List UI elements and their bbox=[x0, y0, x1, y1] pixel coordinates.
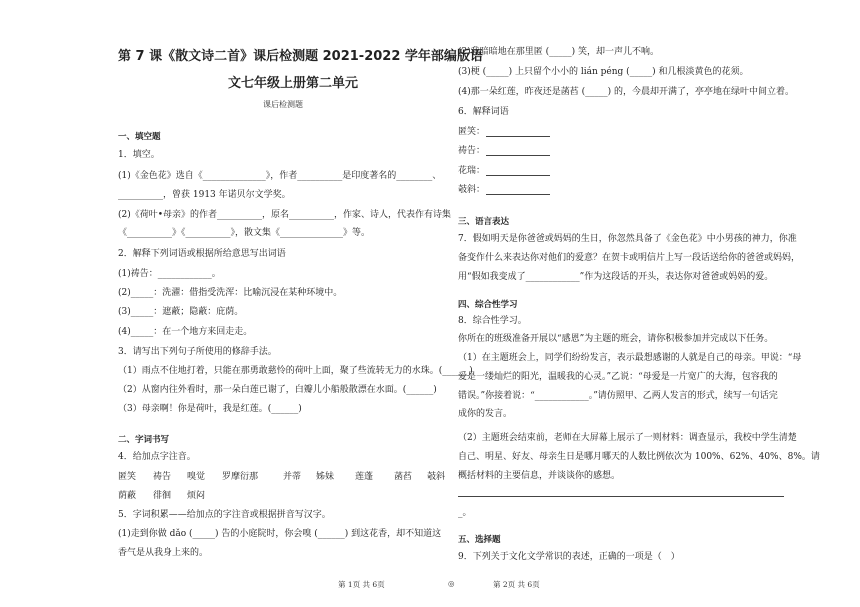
answer-line bbox=[486, 155, 550, 156]
answer-line bbox=[486, 136, 550, 137]
q4-word: 荫蔽 bbox=[118, 491, 137, 501]
q1-part1-line2: __________，曾获 1913 年诺贝尔文学奖。 bbox=[118, 190, 291, 200]
q5-item4: (4)那一朵红莲，昨夜还是菡萏 (_____) 的，今晨却开满了，亭亭地在绿叶中间立着。 bbox=[458, 87, 794, 97]
q2-item3: (3)_____：遮蔽；隐蔽：庇荫。 bbox=[118, 307, 244, 317]
q1-part1-line1: (1)《金色花》选自《______________》，作者__________是印度著名的________、 bbox=[118, 171, 442, 181]
q4-word: 并蒂 bbox=[283, 472, 302, 482]
q4-word: 嗅觉 bbox=[187, 472, 206, 482]
q3-item2: （2）从窗内往外看时，那一朵白莲已谢了，白瓣儿小船般散漂在水面。(______) bbox=[118, 385, 437, 395]
q2-item4: (4)_____：在一个地方来回走走。 bbox=[118, 327, 253, 337]
q2-item1: (1)祷告：____________。 bbox=[118, 269, 221, 279]
q5-item3: (3)梗 (_____) 上只留个小小的 lián péng (_____) 和几根淡黄色的花须。 bbox=[458, 67, 749, 77]
answer-line-long bbox=[458, 496, 784, 497]
q4-word: 徘徊 bbox=[153, 491, 172, 501]
answer-line bbox=[486, 175, 550, 176]
q8-part2-line2: 自己、明星、好友、母亲生日是哪月哪天的人数比例依次为 100%、62%、40%、8%。请 bbox=[458, 452, 820, 462]
q4-word: 菡萏 bbox=[394, 472, 413, 482]
section-heading-fill: 一、填空题 bbox=[118, 132, 161, 142]
section-heading-comprehensive: 四、综合性学习 bbox=[458, 300, 518, 310]
q3-item1: （1）雨点不住地打着，只能在那勇敢慈怜的荷叶上面，聚了些流转无力的水珠。(______) bbox=[118, 366, 473, 376]
footer-page1: 第 1页 共 6页 bbox=[338, 580, 385, 589]
section-heading-words: 二、字词书写 bbox=[118, 435, 170, 445]
q4-word: 罗摩衍那 bbox=[222, 472, 259, 482]
q4-word: 匿笑 bbox=[118, 472, 137, 482]
q1-part2-line1: (2)《荷叶•母亲》的作者__________，原名__________，作家、诗人，代表作有诗集 bbox=[118, 210, 452, 220]
q8-intro: 你所在的班级准备开展以“感恩”为主题的班会，请你积极参加并完成以下任务。 bbox=[458, 334, 774, 344]
section-heading-expression: 三、语言表达 bbox=[458, 217, 510, 227]
q3-stem: 3．请写出下列句子所使用的修辞手法。 bbox=[118, 347, 277, 357]
q8-part1-line4: 成你的发言。 bbox=[458, 409, 513, 419]
answer-line bbox=[486, 194, 550, 195]
q7-line2: 备变作什么来表达你对他们的爱意？在贺卡或明信片上写一段话送给你的爸爸或妈妈， bbox=[458, 253, 801, 263]
q6-item: 攲斜： bbox=[458, 185, 486, 195]
q4-stem: 4．给加点字注音。 bbox=[118, 452, 196, 462]
q8-end-mark: _。 bbox=[458, 508, 472, 518]
q8-part1-line1: （1）在主题班会上，同学们纷纷发言，表示最想感谢的人就是自己的母亲。甲说：“母 bbox=[458, 353, 802, 363]
q1-part2-line2: 《__________》《__________》，散文集《______________》等。 bbox=[118, 228, 371, 238]
footer-page2: 第 2页 共 6页 bbox=[493, 580, 540, 589]
q3-item3: （3）母亲啊！你是荷叶，我是红莲。(______) bbox=[118, 404, 302, 414]
q8-part2-line1: （2）主题班会结束前，老师在大屏幕上展示了一则材料：调查显示，我校中学生清楚 bbox=[458, 433, 797, 443]
q6-item: 匿笑： bbox=[458, 127, 486, 137]
q6-item: 花瑞： bbox=[458, 166, 486, 176]
q7-line3: 用“假如我变成了____________”作为这段话的开头，表达你对爸爸或妈妈的爱。 bbox=[458, 272, 774, 282]
q5-item1-line1: (1)走到你做 dǎo (_____) 告的小庭院时，你会嗅 (______) 到这花香，却不知道这 bbox=[118, 529, 442, 539]
q4-word: 烦闷 bbox=[187, 491, 206, 501]
section-heading-choice: 五、选择题 bbox=[458, 535, 501, 545]
doc-title-line2: 文七年级上册第二单元 bbox=[228, 76, 359, 91]
q8-part1-line2: 爱是一缕灿烂的阳光，温暖我的心灵。”乙说：“母爱是一片宽广的大海，包容我的 bbox=[458, 372, 778, 382]
q8-part1-line3: 错误。”你接着说：“____________。”请仿照甲、乙两人发言的形式，续写一句话完 bbox=[458, 391, 778, 401]
q4-word: 祷告 bbox=[153, 472, 172, 482]
q9-stem: 9．下列关于文化文学常识的表述，正确的一项是（ ） bbox=[458, 552, 680, 562]
q4-word: 姊妹 bbox=[316, 472, 335, 482]
q5-item2: (2)我暗暗地在那里匿 (_____) 笑，却一声儿不响。 bbox=[458, 47, 659, 57]
q4-word: 莲蓬 bbox=[355, 472, 374, 482]
doc-subtitle: 课后检测题 bbox=[263, 100, 303, 109]
q2-stem: 2．解释下列词语或根据所给意思写出词语 bbox=[118, 249, 286, 259]
q8-stem: 8．综合性学习。 bbox=[458, 316, 527, 326]
q6-item: 祷告： bbox=[458, 146, 486, 156]
q7-line1: 7．假如明天是你爸爸或妈妈的生日，你忽然具备了《金色花》中小男孩的神力，你准 bbox=[458, 234, 797, 244]
q8-part2-line3: 概括材料的主要信息，并谈谈你的感想。 bbox=[458, 471, 621, 481]
q5-stem: 5．字词积累——给加点的字注音或根据拼音写汉字。 bbox=[118, 510, 331, 520]
q5-item1-line2: 香气是从我身上来的。 bbox=[118, 548, 209, 558]
q2-item2: (2)_____：洗濯：借指受洗浑：比喻沉浸在某种环境中。 bbox=[118, 288, 343, 298]
doc-title-line1: 第 7 课《散文诗二首》课后检测题 2021-2022 学年部编版语 bbox=[118, 49, 483, 64]
q4-word: 攲斜 bbox=[427, 472, 446, 482]
q1-stem: 1．填空。 bbox=[118, 150, 160, 160]
footer-mark: ◎ bbox=[448, 579, 455, 588]
q6-stem: 6．解释词语 bbox=[458, 107, 509, 117]
